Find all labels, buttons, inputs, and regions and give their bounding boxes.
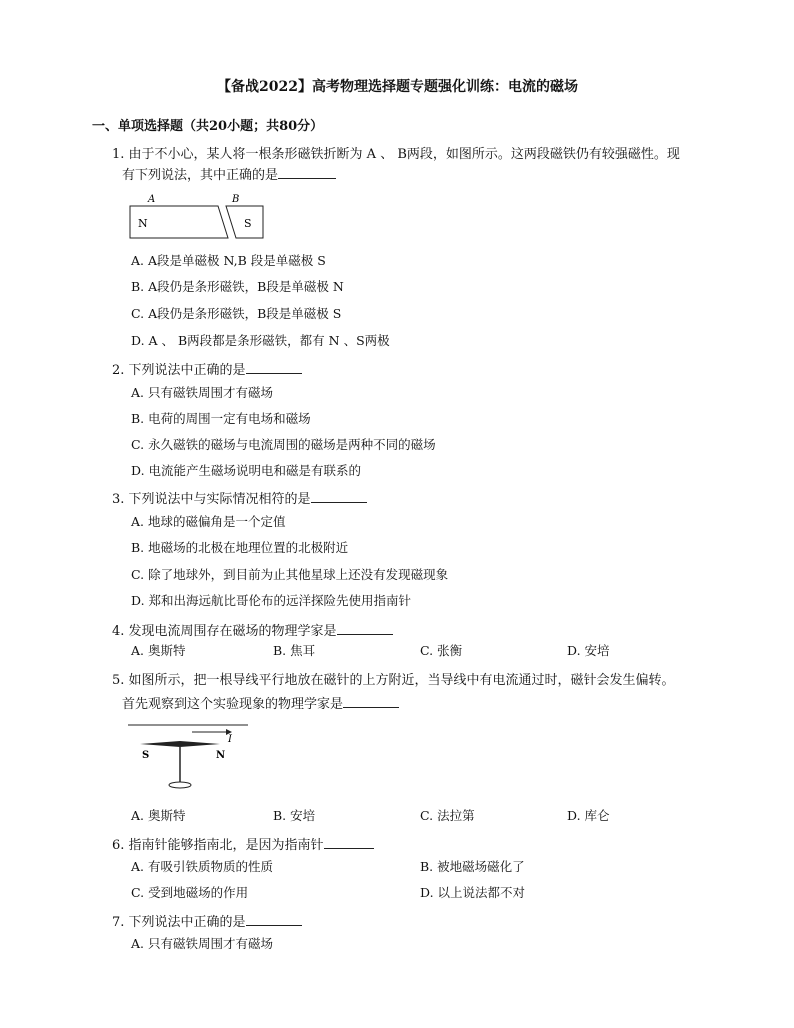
page-title: 【备战2022】高考物理选择题专题强化训练：电流的磁场 bbox=[217, 79, 578, 95]
question-1-option-d: D. A 、 B两段都是条形磁铁，都有 N 、S两极 bbox=[131, 333, 390, 348]
question-5-option-c: C. 法拉第 bbox=[420, 808, 475, 823]
question-3-option-d: D. 郑和出海远航比哥伦布的远洋探险先使用指南针 bbox=[131, 593, 412, 608]
section-heading: 一、单项选择题（共20小题；共80分） bbox=[92, 119, 324, 134]
question-6-option-b: B. 被地磁场磁化了 bbox=[420, 859, 525, 874]
stand-base bbox=[169, 782, 191, 788]
question-6-stem-text: 6. 指南针能够指南北，是因为指南针 bbox=[112, 838, 324, 853]
question-3-option-c: C. 除了地球外，到目前为止其他星球上还没有发现磁现象 bbox=[131, 567, 449, 582]
question-4-option-c: C. 张衡 bbox=[420, 643, 463, 658]
figure-label-s: S bbox=[244, 217, 252, 230]
question-4-option-b: B. 焦耳 bbox=[273, 643, 316, 658]
answer-blank bbox=[324, 836, 374, 849]
question-6-stem bbox=[112, 834, 374, 853]
question-2-option-b: B. 电荷的周围一定有电场和磁场 bbox=[131, 411, 311, 426]
figure-label-a: A bbox=[148, 194, 156, 205]
question-4-stem-text: 4. 发现电流周围存在磁场的物理学家是 bbox=[112, 624, 337, 639]
question-5-option-a: A. 奥斯特 bbox=[131, 808, 186, 823]
question-1-stem-line2 bbox=[122, 164, 336, 183]
current-label: I bbox=[228, 734, 232, 745]
needle-label-s: S bbox=[142, 750, 150, 761]
question-6-option-d: D. 以上说法都不对 bbox=[420, 885, 526, 900]
question-1-stem-text: 有下列说法，其中正确的是 bbox=[122, 168, 279, 183]
question-1-option-a: A. A段是单磁极 N,B 段是单磁极 S bbox=[131, 253, 326, 268]
question-2-option-d: D. 电流能产生磁场说明电和磁是有联系的 bbox=[131, 463, 362, 478]
question-1-option-c: C. A段仍是条形磁铁，B段是单磁极 S bbox=[131, 306, 342, 321]
compass-needle bbox=[140, 741, 220, 747]
question-3-option-a: A. 地球的磁偏角是一个定值 bbox=[131, 514, 286, 529]
question-7-stem-text: 7. 下列说法中正确的是 bbox=[112, 915, 246, 930]
figure-label-n: N bbox=[138, 217, 148, 230]
question-1-stem-line1: 1. 由于不小心，某人将一根条形磁铁折断为 A 、 B两段，如图所示。这两段磁铁仍有较强磁性。现 bbox=[112, 147, 680, 162]
answer-blank bbox=[343, 695, 399, 708]
question-2-option-a: A. 只有磁铁周围才有磁场 bbox=[131, 385, 273, 400]
question-4-option-d: D. 安培 bbox=[567, 643, 610, 658]
question-7-option-a: A. 只有磁铁周围才有磁场 bbox=[131, 936, 273, 951]
question-2-stem-text: 2. 下列说法中正确的是 bbox=[112, 363, 246, 378]
question-6-option-a: A. 有吸引铁质物质的性质 bbox=[131, 859, 273, 874]
figure-label-b: B bbox=[232, 194, 240, 205]
answer-blank bbox=[337, 622, 393, 635]
question-7-stem bbox=[112, 911, 302, 930]
question-5-stem-text: 首先观察到这个实验现象的物理学家是 bbox=[122, 697, 344, 712]
answer-blank bbox=[246, 913, 302, 926]
question-2-option-c: C. 永久磁铁的磁场与电流周围的磁场是两种不同的磁场 bbox=[131, 437, 436, 452]
question-1-option-b: B. A段仍是条形磁铁，B段是单磁极 N bbox=[131, 279, 344, 294]
question-5-stem-line2 bbox=[122, 693, 399, 712]
question-5-option-b: B. 安培 bbox=[273, 808, 316, 823]
oersted-experiment-figure bbox=[124, 716, 254, 796]
question-5-stem-line1: 5. 如图所示，把一根导线平行地放在磁针的上方附近，当导线中有电流通过时，磁针会发生偏转。 bbox=[112, 673, 675, 688]
question-4-option-a: A. 奥斯特 bbox=[131, 643, 186, 658]
needle-label-n: N bbox=[216, 750, 226, 761]
question-6-option-c: C. 受到地磁场的作用 bbox=[131, 885, 249, 900]
question-3-stem-text: 3. 下列说法中与实际情况相符的是 bbox=[112, 492, 311, 507]
question-3-option-b: B. 地磁场的北极在地理位置的北极附近 bbox=[131, 540, 349, 555]
question-3-stem bbox=[112, 488, 367, 507]
answer-blank bbox=[246, 361, 302, 374]
question-5-option-d: D. 库仑 bbox=[567, 808, 610, 823]
question-2-stem bbox=[112, 359, 302, 378]
broken-magnet-figure bbox=[128, 188, 268, 244]
answer-blank bbox=[278, 166, 336, 179]
answer-blank bbox=[311, 490, 367, 503]
question-4-stem bbox=[112, 620, 393, 639]
